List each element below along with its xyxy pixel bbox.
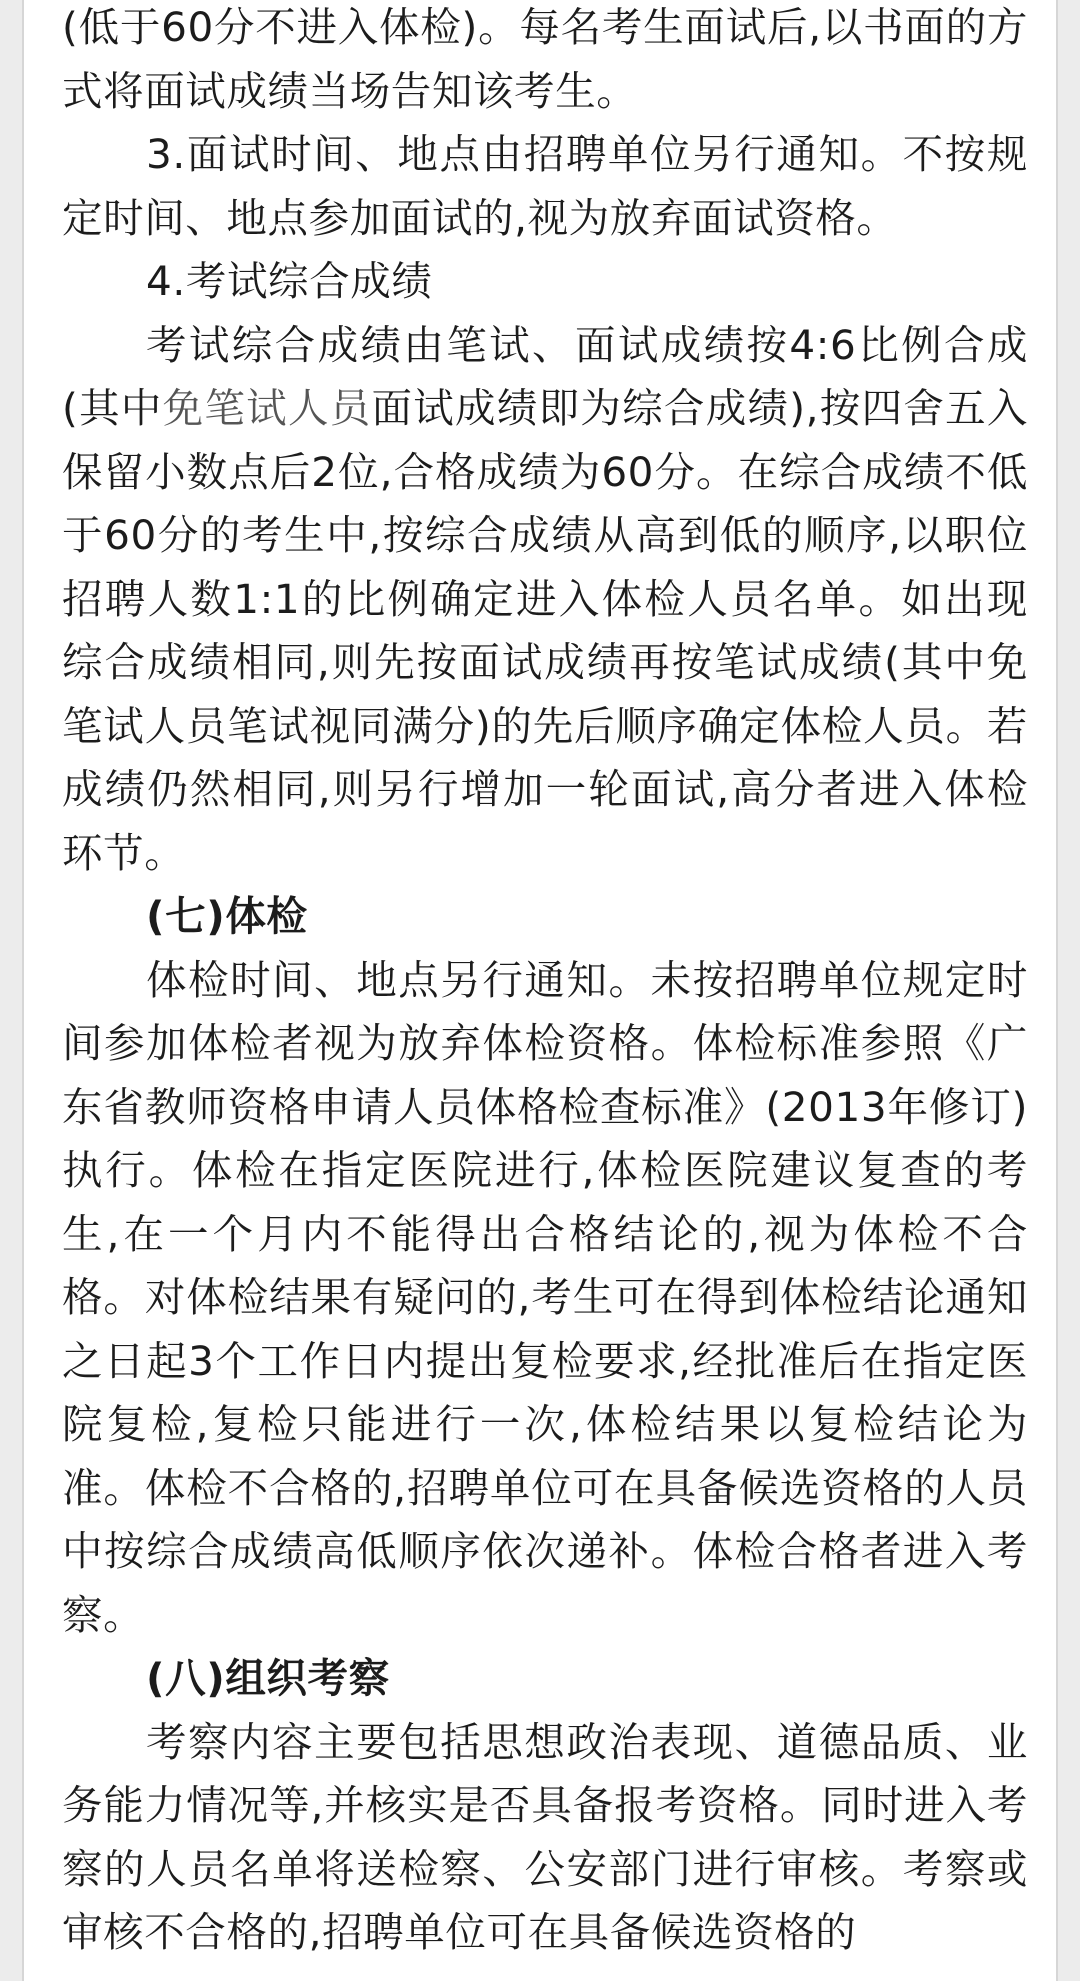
composite-score-text-before: 考试综合成绩由笔试、面试成绩按4:6比例合成(其中 — [62, 320, 1028, 432]
composite-score-text-after: 面试成绩即为综合成绩),按四舍五入保留小数点后2位,合格成绩为60分。在综合成绩不低于60分的考生中,按综合成绩从高到低的顺序,以职位招聘人数1:1的比例确定进入体检人员名单。如出现综合成绩相同,则先按面试成绩再按笔试成绩(其中免笔试人员笔试视同满分)的先后顺序确定体检人员。若成绩仍然相同,则另行增加一轮面试,高分者进入体检环节。 — [62, 384, 1028, 877]
article-body — [62, 0, 1028, 1965]
exempt-written-test-link[interactable]: 免笔试人员 — [162, 384, 372, 432]
section-heading-inspection: (八)组织考察 — [146, 1654, 390, 1702]
paragraph-physical-exam: 体检时间、地点另行通知。未按招聘单位规定时间参加体检者视为放弃体检资格。体检标准参照《广东省教师资格申请人员体格检查标准》(2013年修订)执行。体检在指定医院进行,体检医院建议复查的考生,在一个月内不能得出合格结论的,视为体检不合格。对体检结果有疑问的,考生可在得到体检结论通知之日起3个工作日内提出复检要求,经批准后在指定医院复检,复检只能进行一次,体检结果以复检结论为准。体检不合格的,招聘单位可在具备候选资格的人员中按综合成绩高低顺序依次递补。体检合格者进入考察。 — [62, 955, 1028, 1639]
subheading-composite-score: 4.考试综合成绩 — [146, 257, 433, 305]
right-page-edge — [1056, 0, 1058, 1981]
paragraph-interview-time-place: 3.面试时间、地点由招聘单位另行通知。不按规定时间、地点参加面试的,视为放弃面试资格。 — [62, 130, 1028, 242]
paragraph-composite-score — [62, 314, 1028, 886]
paragraph-interview-score-notice: (低于60分不进入体检)。每名考生面试后,以书面的方式将面试成绩当场告知该考生。 — [62, 3, 1028, 115]
paragraph-inspection: 考察内容主要包括思想政治表现、道德品质、业务能力情况等,并核实是否具备报考资格。同时进入考察的人员名单将送检察、公安部门进行审核。考察或审核不合格的,招聘单位可在具备候选资格的 — [62, 1717, 1028, 1956]
document-page — [24, 0, 1056, 1981]
section-heading-physical-exam: (七)体检 — [146, 892, 308, 940]
